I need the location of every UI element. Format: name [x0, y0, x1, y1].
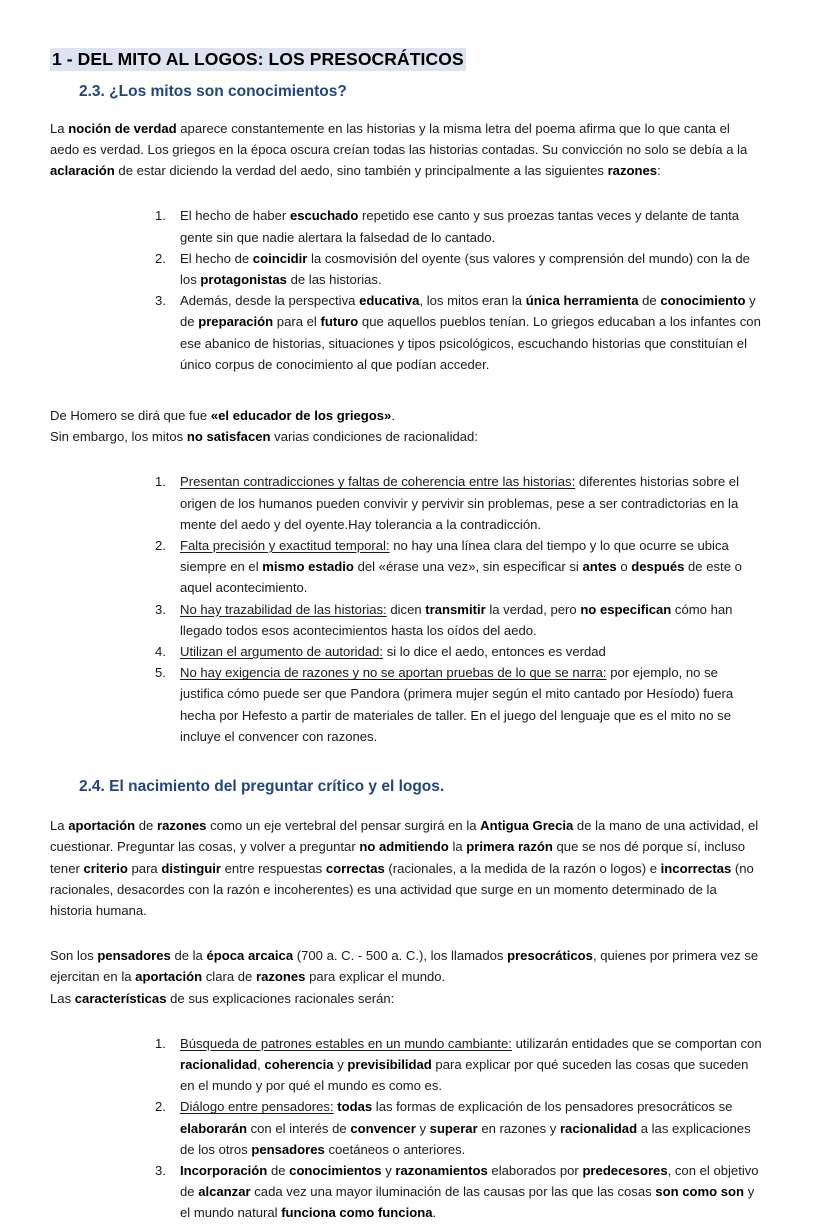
list-item: [50, 662, 762, 747]
paragraph-intro-mitos: [50, 118, 762, 182]
text-fragment: Las: [50, 990, 75, 1006]
list-item: [50, 471, 762, 535]
list-item: [50, 290, 762, 375]
section-heading-2-4: 2.4. El nacimiento del preguntar crítico y el logos.: [79, 778, 445, 796]
text-bold: no satisfacen: [186, 429, 271, 445]
text-fragment: la: [448, 839, 467, 855]
text-bold: aportación: [68, 818, 136, 834]
text-fragment: de sus explicaciones racionales serán:: [166, 990, 395, 1006]
text-fragment: ,: [257, 1057, 265, 1073]
text-bold: razonamientos: [395, 1163, 488, 1179]
list-item: [50, 205, 762, 247]
text-bold: Incorporación: [180, 1163, 268, 1179]
text-underline: No hay exigencia de razones y no se aportan pruebas de lo que se narra:: [180, 665, 607, 681]
text-fragment: para: [127, 860, 162, 876]
spacer: [50, 935, 762, 945]
text-bold: «el educador de los griegos»: [210, 408, 392, 423]
text-bold: antes: [582, 559, 617, 575]
text-fragment: dicen: [386, 601, 426, 617]
text-bold: alcanzar: [198, 1184, 251, 1200]
text-fragment: o: [616, 559, 632, 575]
text-fragment: y el mundo natural: [180, 1184, 755, 1221]
text-bold: incorrectas: [660, 860, 732, 876]
text-fragment: y: [415, 1120, 430, 1136]
text-bold: conocimientos: [289, 1163, 382, 1179]
text-bold: pensadores: [97, 948, 171, 964]
text-underline: No hay trazabilidad de las historias:: [180, 601, 387, 617]
text-bold: aportación: [135, 969, 203, 985]
document-title-highlight: 1 - DEL MITO AL LOGOS: LOS PRESOCRÁTICOS: [52, 49, 464, 69]
text-bold: razones: [607, 163, 658, 179]
list-condiciones-racionalidad: [50, 471, 762, 747]
list-item: [50, 1096, 762, 1160]
document-title: [50, 48, 762, 72]
text-fragment: Sin embargo, los mitos: [50, 429, 187, 445]
text-fragment: no hay una línea clara del tiempo y lo que ocurre se ubica siempre en el: [180, 538, 729, 575]
text-bold: Antigua Grecia: [480, 818, 574, 834]
text-bold: todas: [337, 1099, 373, 1115]
text-bold: educativa: [359, 293, 420, 309]
text-fragment: utilizarán entidades que se comportan con: [511, 1035, 762, 1051]
text-fragment: y: [333, 1057, 348, 1073]
text-fragment: , los mitos eran la: [419, 293, 526, 309]
text-fragment: por ejemplo, no se justifica cómo puede ser que Pandora (primera mujer según el mito cantado por Hesíodo) fuera hecha por Hefesto a partir de materiales de taller. En el juego del lenguaje que es el mito no se incluye el convencer con razones.: [180, 665, 734, 744]
text-fragment: repetido ese canto y sus proezas tantas veces y delante de tanta gente sin que nadie alertara la falsedad de lo cantado.: [180, 208, 740, 245]
text-fragment: para explicar por qué suceden las cosas que suceden en el mundo y por qué el mundo es como es.: [180, 1057, 749, 1094]
list-item: [50, 535, 762, 599]
text-underline: Búsqueda de patrones estables en un mundo cambiante:: [180, 1035, 512, 1051]
text-bold: preparación: [198, 314, 274, 330]
text-fragment: como un eje vertebral del pensar surgirá en la: [206, 818, 481, 834]
list-item: [50, 641, 762, 662]
text-fragment: :: [657, 163, 661, 179]
text-bold: funciona como funciona: [281, 1205, 433, 1221]
text-fragment: la cosmovisión del oyente (sus valores y comprensión del mundo) con la de los: [180, 250, 750, 287]
text-bold: no especifican: [580, 601, 672, 617]
list-item: [50, 599, 762, 641]
text-bold: presocráticos: [507, 948, 593, 964]
text-bold: pensadores: [251, 1141, 325, 1157]
text-underline: Utilizan el argumento de autoridad:: [180, 644, 384, 660]
spacer: [50, 461, 762, 471]
list-item: [50, 1033, 762, 1097]
text-fragment: El hecho de haber: [180, 208, 290, 224]
paragraph-caracteristicas: [50, 988, 762, 1009]
text-bold: correctas: [325, 860, 385, 876]
text-bold: después: [631, 559, 685, 575]
text-fragment: de las historias.: [286, 271, 382, 287]
text-bold: razones: [156, 818, 207, 834]
text-bold: mismo estadio: [262, 559, 354, 575]
text-bold: predecesores: [582, 1163, 668, 1179]
text-underline: Diálogo entre pensadores:: [180, 1099, 334, 1115]
text-fragment: (racionales, a la medida de la razón o logos) e: [384, 860, 661, 876]
text-bold: superar: [429, 1120, 478, 1136]
text-fragment: El hecho de: [180, 250, 253, 266]
paragraph-pensadores: [50, 945, 762, 987]
text-fragment: de: [135, 818, 157, 834]
spacer: [50, 389, 762, 405]
text-fragment: con el interés de: [246, 1120, 351, 1136]
text-fragment: de estar diciendo la verdad del aedo, sino también y principalmente a las siguientes: [114, 163, 608, 179]
text-fragment: (no racionales, desacordes con la razón e incoherentes) es una actividad que surge en un momento determinado de la historia humana.: [50, 860, 754, 918]
text-bold: futuro: [320, 314, 359, 330]
text-fragment: clara de: [202, 969, 256, 985]
text-bold: previsibilidad: [347, 1057, 432, 1073]
text-fragment: .: [391, 408, 395, 423]
text-bold: racionalidad: [559, 1120, 638, 1136]
text-bold: protagonistas: [200, 271, 287, 287]
list-item: [50, 1160, 762, 1224]
text-fragment: diferentes historias sobre el origen de los humanos pueden convivir y pervivir sin problemas, pese a ser contradictorias en la mente del aedo y del oyente.Hay tolerancia a la contradicción.: [180, 474, 739, 532]
text-fragment: cada vez una mayor iluminación de las causas por las que las cosas: [250, 1184, 656, 1200]
text-fragment: varias condiciones de racionalidad:: [270, 429, 478, 445]
text-fragment: que se nos dé porque sí, incluso tener: [50, 839, 746, 876]
list-caracteristicas-racionales: [50, 1033, 762, 1224]
text-bold: coincidir: [252, 250, 308, 266]
text-fragment: aparece constantemente en las historias y la misma letra del poema afirma que lo que canta el aedo es verdad. Los griegos en la época oscura creían todas las historias contadas. Su convicción no solo se debía a la: [50, 120, 748, 157]
text-bold: única herramienta: [525, 293, 639, 309]
spacer: [50, 1023, 762, 1033]
paragraph-embargo: [50, 426, 762, 447]
text-fragment: de la mano de una actividad, el cuestionar. Preguntar las cosas, y volver a preguntar: [50, 818, 759, 855]
text-bold: criterio: [83, 860, 128, 876]
text-bold: conocimiento: [660, 293, 746, 309]
text-underline: Presentan contradicciones y faltas de coherencia entre las historias:: [180, 474, 576, 490]
text-bold: convencer: [350, 1120, 416, 1136]
text-fragment: La: [50, 120, 69, 136]
text-fragment: , con el objetivo de: [180, 1163, 759, 1200]
text-fragment: Son los: [50, 948, 98, 964]
spacer: [50, 195, 762, 205]
text-bold: aclaración: [50, 163, 115, 179]
text-fragment: que aquellos pueblos tenían. Lo griegos educaban a los infantes con ese abanico de historias, situaciones y tipos psicológicos, escuchando historias que constituían el único corpus de conocimiento al que podían acceder.: [180, 314, 761, 372]
list-item: [50, 248, 762, 290]
list-razones: [50, 205, 762, 375]
text-fragment: a las explicaciones de los otros: [180, 1120, 751, 1157]
text-fragment: las formas de explicación de los pensadores presocráticos se: [372, 1099, 733, 1115]
text-fragment: Además, desde la perspectiva: [180, 293, 360, 309]
text-fragment: De Homero se dirá que fue: [50, 408, 211, 423]
text-fragment: la verdad, pero: [485, 601, 581, 617]
text-bold: escuchado: [289, 208, 359, 224]
text-bold: racionalidad: [180, 1057, 258, 1073]
text-fragment: coetáneos o anteriores.: [324, 1141, 466, 1157]
text-fragment: y: [381, 1163, 396, 1179]
text-fragment: del «érase una vez», sin especificar si: [353, 559, 583, 575]
paragraph-homero: [50, 405, 762, 426]
text-fragment: La: [50, 818, 69, 834]
section-heading-2-3: 2.3. ¿Los mitos son conocimientos?: [79, 82, 347, 100]
paragraph-aportacion-razones: [50, 815, 762, 921]
text-fragment: entre respuestas: [221, 860, 326, 876]
text-underline: Falta precisión y exactitud temporal:: [180, 538, 390, 554]
text-fragment: de este o aquel acontecimiento.: [180, 559, 742, 596]
text-bold: son como son: [655, 1184, 745, 1200]
text-bold: transmitir: [425, 601, 486, 617]
text-fragment: cómo han llegado todos esos acontecimientos hasta los oídos del aedo.: [180, 601, 733, 638]
text-fragment: , quienes por primera vez se ejercitan en la: [50, 948, 759, 985]
text-fragment: de la: [170, 948, 207, 964]
text-fragment: .: [432, 1205, 437, 1221]
text-fragment: para el: [273, 314, 321, 330]
text-bold: primera razón: [466, 839, 553, 855]
text-bold: características: [74, 990, 167, 1006]
text-fragment: de: [638, 293, 661, 309]
text-fragment: (700 a. C. - 500 a. C.), los llamados: [293, 948, 508, 964]
text-bold: elaborarán: [180, 1120, 247, 1136]
text-fragment: en razones y: [477, 1120, 560, 1136]
text-fragment: si lo dice el aedo, entonces es verdad: [383, 644, 606, 660]
text-bold: razones: [255, 969, 306, 985]
text-bold: coherencia: [264, 1057, 334, 1073]
text-fragment: para explicar el mundo.: [305, 969, 446, 985]
text-bold: noción de verdad: [68, 120, 177, 136]
text-bold: distinguir: [161, 860, 222, 876]
text-bold: época arcaica: [206, 948, 294, 964]
text-bold: no admitiendo: [359, 839, 449, 855]
text-fragment: elaborados por: [487, 1163, 583, 1179]
text-fragment: y de: [180, 293, 756, 330]
text-fragment: de: [267, 1163, 290, 1179]
